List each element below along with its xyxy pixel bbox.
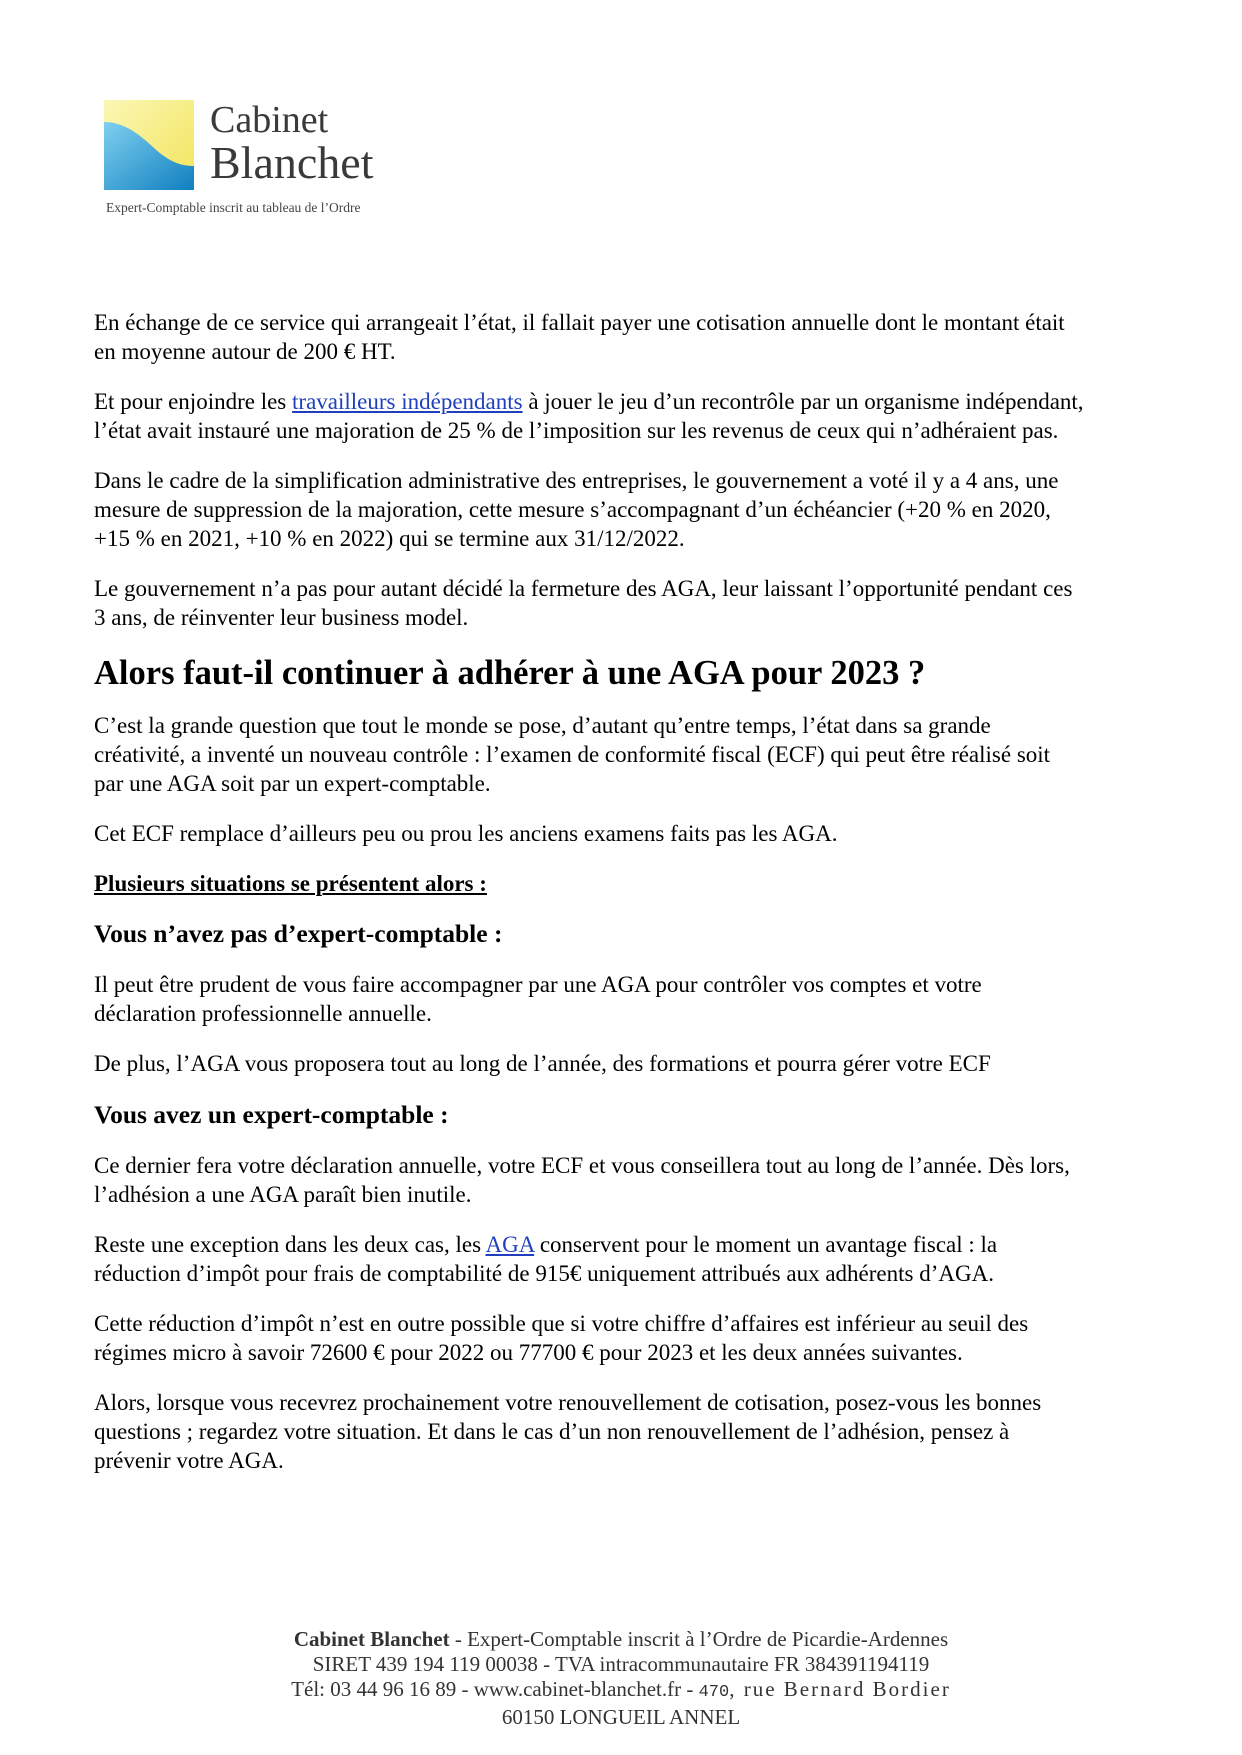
company-logo	[104, 100, 444, 222]
link-travailleurs-independants[interactable]: travailleurs indépendants	[292, 389, 523, 414]
logo-name-line2: Blanchet	[210, 137, 374, 188]
paragraph-9: Ce dernier fera votre déclaration annuelle, votre ECF et vous conseillera tout au long de l’année. Dès lors, l’adhésion a une AGA paraît bien inutile.	[94, 1153, 1070, 1207]
page-footer	[0, 1627, 1242, 1730]
article-body	[94, 308, 1084, 1496]
paragraph-2-end: à jouer le jeu d’un recontrôle par un organisme indépendant, l’état avait instauré une majoration de 25 % de l’imposition sur les revenus de ceux qui n’adhéraient pas.	[94, 389, 1084, 443]
footer-street: , rue Bernard Bordier	[729, 1677, 951, 1701]
subheading-no-accountant: Vous n’avez pas d’expert-comptable :	[94, 919, 503, 948]
paragraph-2-start: Et pour enjoindre les	[94, 389, 293, 414]
paragraph-7: Il peut être prudent de vous faire accompagner par une AGA pour contrôler vos comptes et votre déclaration professionnelle annuelle.	[94, 972, 982, 1026]
paragraph-2	[94, 387, 1084, 445]
footer-street-number: 470	[698, 1683, 730, 1702]
main-heading: Alors faut-il continuer à adhérer à une AGA pour 2023 ?	[94, 654, 926, 692]
paragraph-10	[94, 1230, 1084, 1288]
situations-label: Plusieurs situations se présentent alors :	[94, 871, 487, 896]
paragraph-10-start: Reste une exception dans les deux cas, les	[94, 1232, 486, 1257]
paragraph-12: Alors, lorsque vous recevrez prochainement votre renouvellement de cotisation, posez-vous les bonnes questions ; regardez votre situation. Et dans le cas d’un non renouvellement de l’adhésion, pensez à prévenir votre AGA.	[94, 1390, 1042, 1473]
logo-tagline: Expert-Comptable inscrit au tableau de l’Ordre	[106, 200, 361, 215]
paragraph-10-end: conservent pour le moment un avantage fiscal : la réduction d’impôt pour frais de comptabilité de 915€ uniquement attribués aux adhérents d’AGA.	[94, 1232, 998, 1286]
logo-wave-icon	[104, 100, 194, 190]
paragraph-5: C’est la grande question que tout le monde se pose, d’autant qu’entre temps, l’état dans sa grande créativité, a inventé un nouveau contrôle : l’examen de conformité fiscal (ECF) qui peut être réalisé soit par une AGA soit par un expert-comptable.	[94, 713, 1051, 796]
footer-line-1	[0, 1627, 1242, 1652]
footer-line-1-rest: - Expert-Comptable inscrit à l’Ordre de Picardie-Ardennes	[449, 1627, 949, 1651]
paragraph-6: Cet ECF remplace d’ailleurs peu ou prou les anciens examens faits pas les AGA.	[94, 821, 838, 846]
paragraph-3: Dans le cadre de la simplification administrative des entreprises, le gouvernement a voté il y a 4 ans, une mesure de suppression de la majoration, cette mesure s’accompagnant d’un échéancier (+20 % en 2020, +15 % en 2021, +10 % en 2022) qui se termine aux 31/12/2022.	[94, 468, 1059, 551]
paragraph-4: Le gouvernement n’a pas pour autant décidé la fermeture des AGA, leur laissant l’opportunité pendant ces 3 ans, de réinventer leur business model.	[94, 576, 1073, 630]
footer-contact: Tél: 03 44 96 16 89 - www.cabinet-blanchet.fr -	[291, 1677, 699, 1701]
footer-line-2: SIRET 439 194 119 00038 - TVA intracommunautaire FR 384391194119	[312, 1652, 930, 1676]
footer-brand: Cabinet Blanchet	[293, 1627, 450, 1651]
footer-line-3	[0, 1677, 1242, 1705]
paragraph-11: Cette réduction d’impôt n’est en outre possible que si votre chiffre d’affaires est inférieur au seuil des régimes micro à savoir 72600 € pour 2022 ou 77700 € pour 2023 et les deux années suivantes.	[94, 1311, 1029, 1365]
logo-name-line1: Cabinet	[210, 99, 329, 141]
paragraph-8: De plus, l’AGA vous proposera tout au long de l’année, des formations et pourra gérer votre ECF	[94, 1051, 991, 1076]
link-aga[interactable]: AGA	[485, 1232, 535, 1257]
footer-line-4: 60150 LONGUEIL ANNEL	[501, 1705, 741, 1729]
subheading-with-accountant: Vous avez un expert-comptable :	[94, 1100, 449, 1129]
paragraph-1: En échange de ce service qui arrangeait l’état, il fallait payer une cotisation annuelle dont le montant était en moyenne autour de 200 € HT.	[94, 310, 1065, 364]
